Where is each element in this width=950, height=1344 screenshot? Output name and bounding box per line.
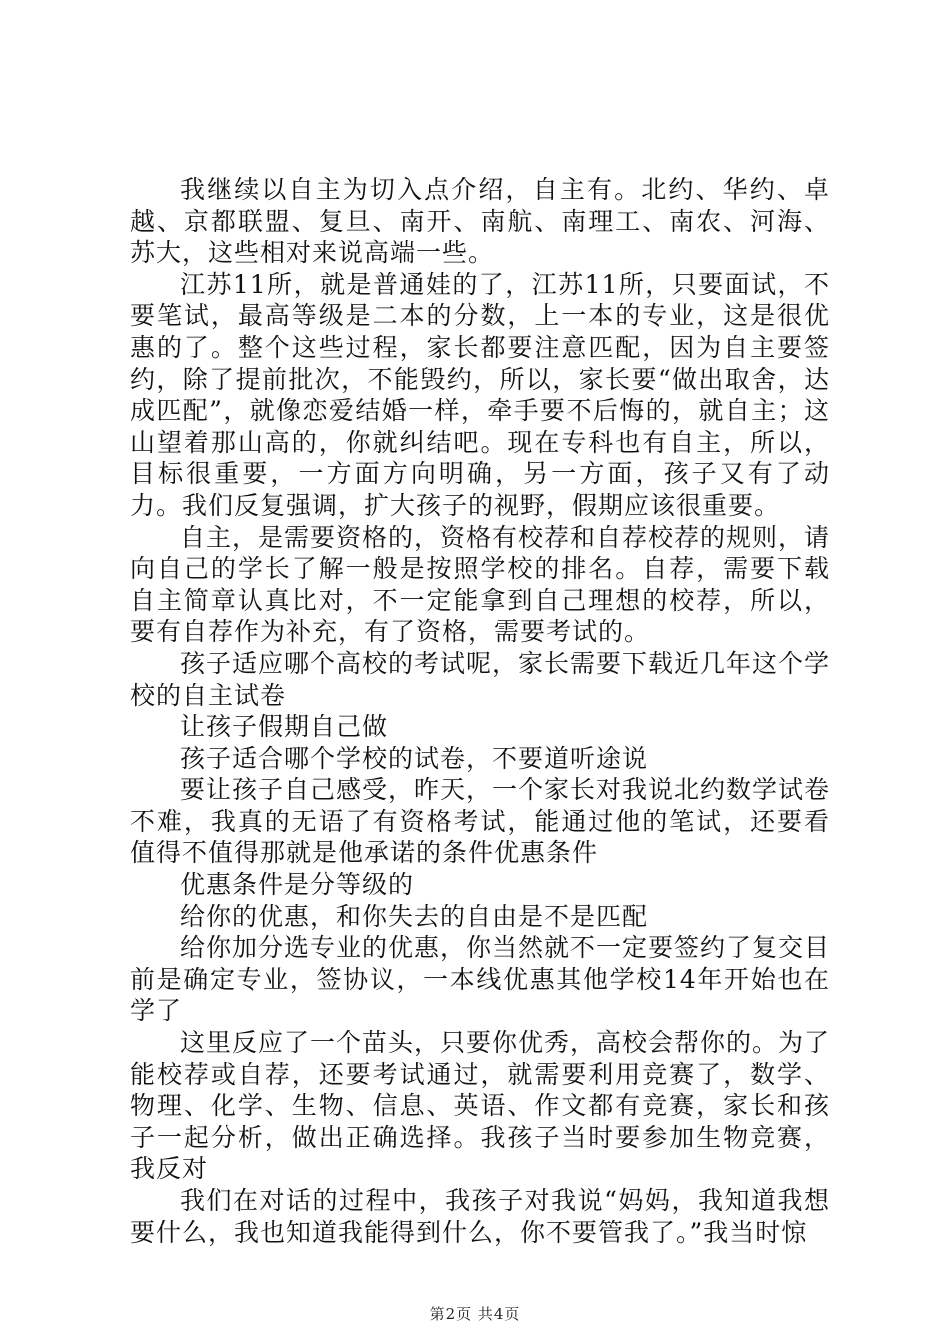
paragraph-5: 让孩子假期自己做 [180, 712, 389, 742]
document-body [130, 174, 830, 1248]
paragraph-3: 自主，是需要资格的，资格有校荐和自荐校荐的规则，请向自己的学长了解一般是按照学校的排名。自荐，需要下载自主简章认真比对，不一定能拿到自己理想的校荐，所以，要有自荐作为补充，有了资格，需要考试的。 [130, 522, 831, 647]
paragraph-4: 孩子适应哪个高校的考试呢，家长需要下载近几年这个学校的自主试卷 [130, 648, 831, 710]
paragraph-7: 要让孩子自己感受，昨天，一个家长对我说北约数学试卷不难，我真的无语了有资格考试，能通过他的笔试，还要看值得不值得那就是他承诺的条件优惠条件 [130, 775, 831, 868]
paragraph-8: 优惠条件是分等级的 [180, 870, 415, 900]
paragraph-12: 我们在对话的过程中，我孩子对我说“妈妈，我知道我想要什么，我也知道我能得到什么，你不要管我了。”我当时惊 [130, 1186, 830, 1247]
paragraph-10: 给你加分选专业的优惠，你当然就不一定要签约了复交目前是确定专业，签协议，一本线优惠其他学校14年开始也在学了 [130, 933, 831, 1026]
paragraph-6: 孩子适合哪个学校的试卷，不要道听途说 [180, 743, 649, 773]
paragraph-9: 给你的优惠，和你失去的自由是不是匹配 [180, 901, 649, 931]
paragraph-2: 江苏11所，就是普通娃的了，江苏11所，只要面试，不要笔试，最高等级是二本的分数，上一本的专业，这是很优惠的了。整个这些过程，家长都要注意匹配，因为自主要签约，除了提前批次，不能毁约，所以，家长要“做出取舍，达成匹配”，就像恋爱结婚一样，牵手要不后悔的，就自主；这山望着那山高的，你就纠结吧。现在专科也有自主，所以，目标很重要，一方面方向明确，另一方面，孩子又有了动力。我们反复强调，扩大孩子的视野，假期应该很重要。 [130, 269, 830, 520]
paragraph-1: 我继续以自主为切入点介绍，自主有。北约、华约、卓越、京都联盟、复旦、南开、南航、南理工、南农、河海、苏大，这些相对来说高端一些。 [130, 175, 830, 268]
page-number-footer: 第2页 共4页 [429, 1305, 521, 1323]
paragraph-11: 这里反应了一个苗头，只要你优秀，高校会帮你的。为了能校荐或自荐，还要考试通过，就需要利用竞赛了，数学、物理、化学、生物、信息、英语、作文都有竞赛，家长和孩子一起分析，做出正确选择。我孩子当时要参加生物竞赛，我反对 [130, 1028, 831, 1184]
